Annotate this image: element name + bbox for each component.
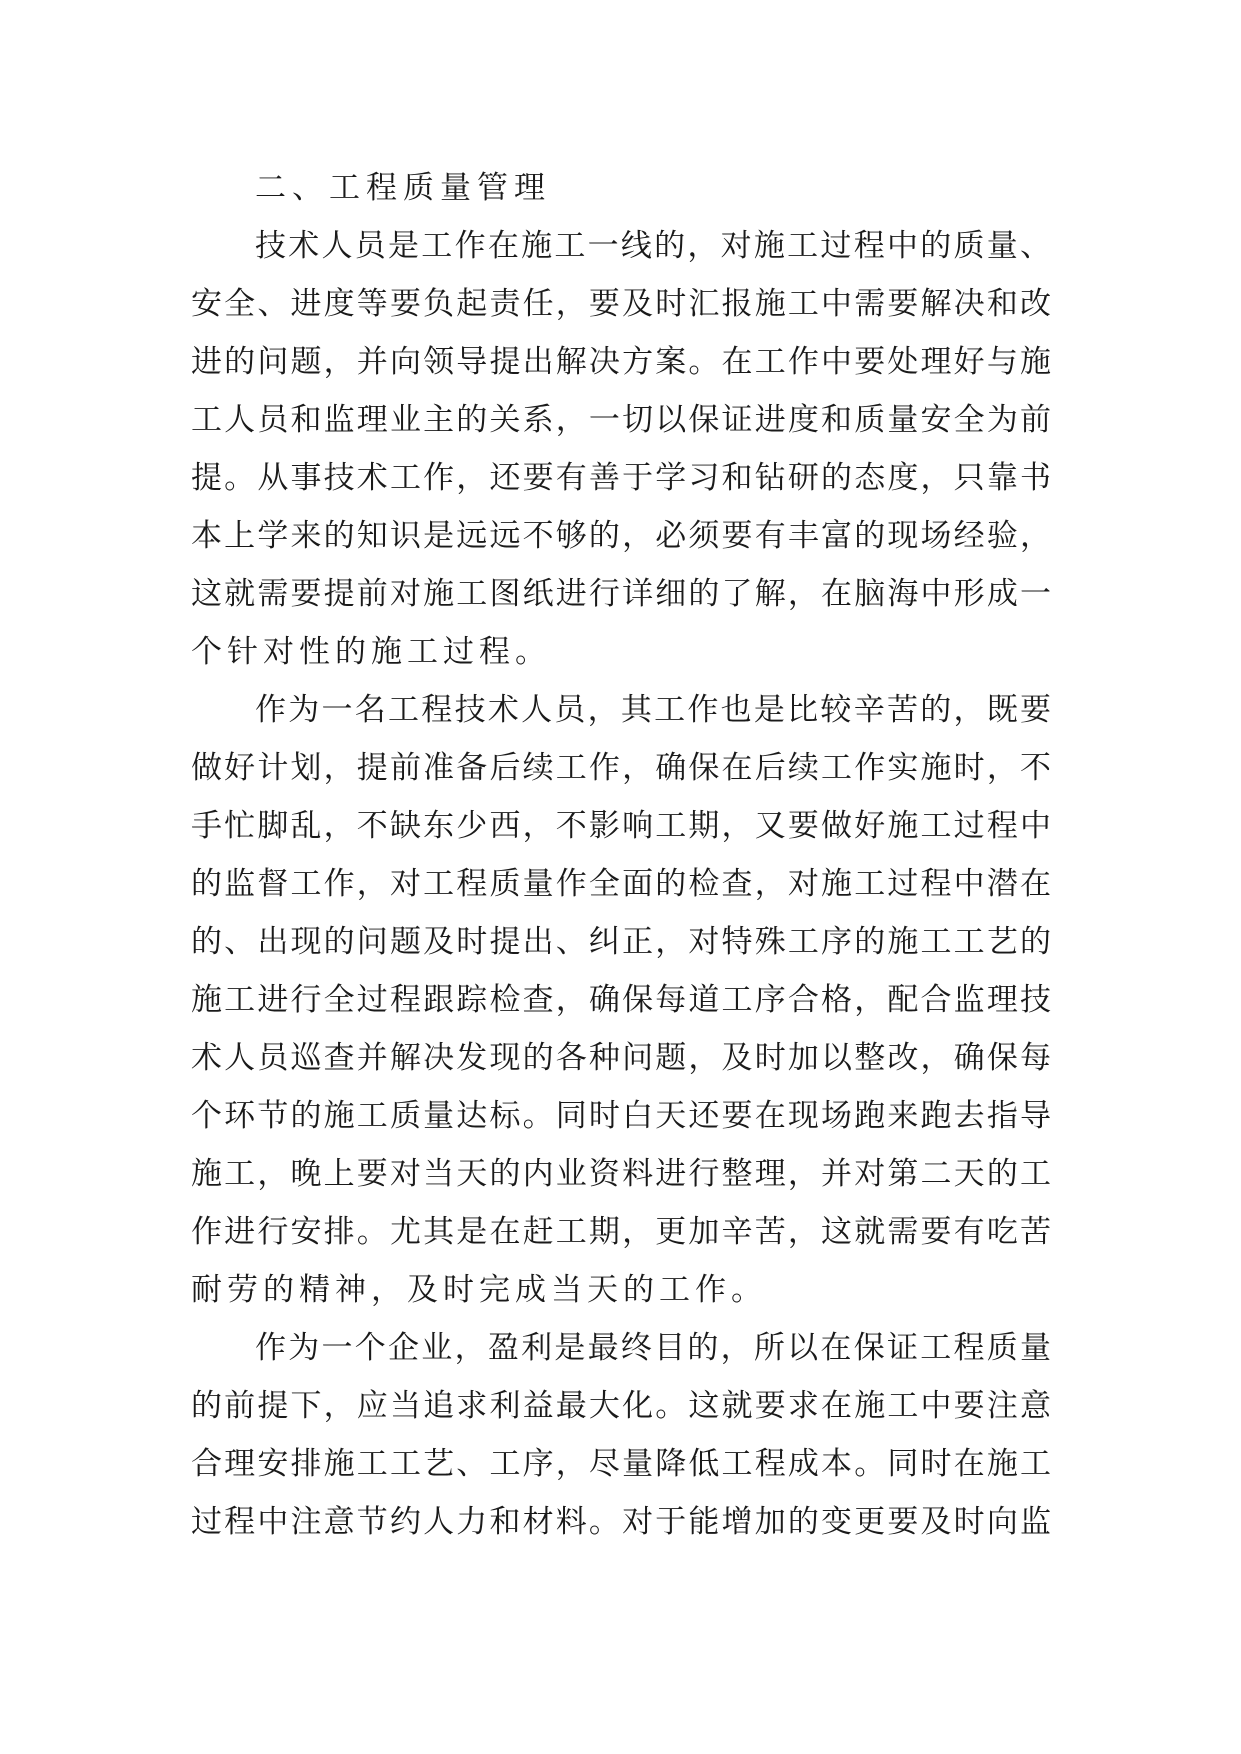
paragraph-line: 作为一个企业，盈利是最终目的，所以在保证工程质量 xyxy=(255,1330,1051,1366)
paragraph-1 xyxy=(191,217,1051,681)
paragraph-line: 作进行安排。尤其是在赶工期，更加辛苦，这就需要有吃苦 xyxy=(191,1214,1051,1250)
paragraph-line: 这就需要提前对施工图纸进行详细的了解，在脑海中形成一 xyxy=(191,576,1051,612)
paragraph-line: 个环节的施工质量达标。同时白天还要在现场跑来跑去指导 xyxy=(191,1098,1051,1134)
paragraph-line: 的、出现的问题及时提出、纠正，对特殊工序的施工工艺的 xyxy=(191,924,1051,960)
paragraph-line: 提。从事技术工作，还要有善于学习和钻研的态度，只靠书 xyxy=(191,460,1051,496)
paragraph-line: 技术人员是工作在施工一线的，对施工过程中的质量、 xyxy=(255,228,1051,264)
paragraph-line: 作为一名工程技术人员，其工作也是比较辛苦的，既要 xyxy=(255,692,1051,728)
paragraph-line: 术人员巡查并解决发现的各种问题，及时加以整改，确保每 xyxy=(191,1040,1051,1076)
paragraph-3 xyxy=(191,1319,1051,1551)
paragraph-line: 进的问题，并向领导提出解决方案。在工作中要处理好与施 xyxy=(191,344,1051,380)
paragraph-2 xyxy=(191,681,1051,1319)
paragraph-line: 个针对性的施工过程。 xyxy=(191,634,551,670)
paragraph-line: 做好计划，提前准备后续工作，确保在后续工作实施时，不 xyxy=(191,750,1051,786)
paragraph-line: 合理安排施工工艺、工序，尽量降低工程成本。同时在施工 xyxy=(191,1446,1051,1482)
paragraph-line: 工人员和监理业主的关系，一切以保证进度和质量安全为前 xyxy=(191,402,1051,438)
paragraph-line: 本上学来的知识是远远不够的，必须要有丰富的现场经验， xyxy=(191,518,1051,554)
paragraph-line: 的监督工作，对工程质量作全面的检查，对施工过程中潜在 xyxy=(191,866,1051,902)
paragraph-line: 的前提下，应当追求利益最大化。这就要求在施工中要注意 xyxy=(191,1388,1051,1424)
paragraph-line: 过程中注意节约人力和材料。对于能增加的变更要及时向监 xyxy=(191,1504,1051,1540)
paragraph-line: 施工，晚上要对当天的内业资料进行整理，并对第二天的工 xyxy=(191,1156,1051,1192)
paragraph-line: 手忙脚乱，不缺东少西，不影响工期，又要做好施工过程中 xyxy=(191,808,1051,844)
document-body xyxy=(191,159,1051,1551)
paragraph-line: 耐劳的精神，及时完成当天的工作。 xyxy=(191,1272,767,1308)
paragraph-line: 安全、进度等要负起责任，要及时汇报施工中需要解决和改 xyxy=(191,286,1051,322)
paragraph-line: 施工进行全过程跟踪检查，确保每道工序合格，配合监理技 xyxy=(191,982,1051,1018)
section-heading: 二、工程质量管理 xyxy=(255,170,551,206)
